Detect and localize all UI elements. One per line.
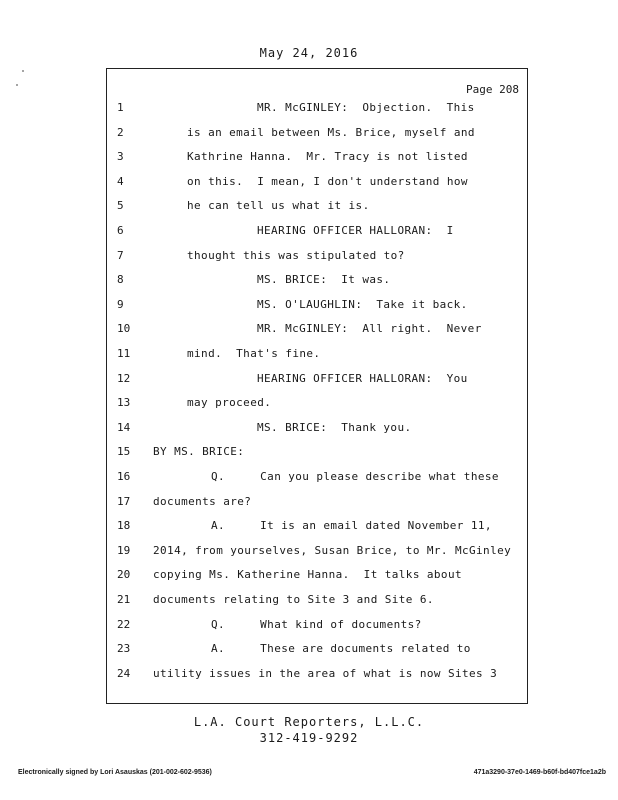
line-number: 7 — [117, 248, 124, 262]
line-text: mind. That's fine. — [187, 347, 321, 360]
line-text: thought this was stipulated to? — [187, 248, 405, 262]
transcript-lines — [107, 69, 527, 703]
line-text: 2014, from yourselves, Susan Brice, to Mr. McGinley — [153, 543, 512, 557]
line-text: is an email between Ms. Brice, myself and — [187, 125, 475, 139]
transcript-line — [107, 123, 527, 143]
line-number: 10 — [117, 322, 131, 336]
line-text: Kathrine Hanna. Mr. Tracy is not listed — [187, 150, 468, 164]
transcript-line — [107, 221, 527, 241]
line-number: 13 — [117, 396, 131, 410]
line-number: 14 — [117, 420, 131, 434]
transcript-line — [107, 565, 527, 585]
transcript-line — [107, 98, 527, 118]
transcript-line — [107, 369, 527, 389]
transcript-line — [107, 147, 527, 167]
line-number: 8 — [117, 273, 124, 287]
line-number: 18 — [117, 519, 131, 533]
transcript-line — [107, 393, 527, 413]
transcript-line — [107, 319, 527, 339]
line-number: 6 — [117, 224, 124, 237]
transcript-line — [107, 664, 527, 684]
transcript-line — [107, 467, 527, 487]
e-signature-note: Electronically signed by Lori Asauskas (201-002-602-9536) — [18, 769, 212, 776]
line-text: A. These are documents related to — [211, 642, 471, 656]
transcript-line — [107, 246, 527, 266]
line-text: copying Ms. Katherine Hanna. It talks about — [153, 568, 462, 582]
line-text: Q. What kind of documents? — [211, 617, 422, 631]
line-text: documents relating to Site 3 and Site 6. — [153, 593, 434, 606]
scan-speck — [16, 84, 18, 86]
line-number: 22 — [117, 617, 131, 631]
transcript-line — [107, 639, 527, 659]
line-text: HEARING OFFICER HALLORAN: I — [257, 224, 454, 237]
line-text: may proceed. — [187, 396, 272, 410]
line-number: 2 — [117, 125, 124, 139]
line-number: 9 — [117, 297, 124, 311]
scan-speck — [22, 70, 24, 72]
line-text: MS. BRICE: It was. — [257, 273, 391, 287]
transcript-line — [107, 196, 527, 216]
line-number: 24 — [117, 666, 131, 680]
transcript-line — [107, 492, 527, 512]
line-text: MS. O'LAUGHLIN: Take it back. — [257, 297, 468, 311]
line-number: 1 — [117, 101, 124, 114]
line-number: 15 — [117, 445, 131, 459]
line-text: Q. Can you please describe what these — [211, 470, 499, 483]
header-date: May 24, 2016 — [259, 46, 359, 60]
line-number: 17 — [117, 494, 131, 508]
line-number: 21 — [117, 593, 131, 606]
line-text: he can tell us what it is. — [187, 199, 370, 213]
transcript-line — [107, 270, 527, 290]
transcript-page-frame — [106, 68, 528, 704]
line-number: 12 — [117, 371, 131, 385]
transcript-line — [107, 516, 527, 536]
transcript-line — [107, 172, 527, 192]
line-number: 19 — [117, 543, 131, 557]
page-number: Page 208 — [466, 83, 519, 96]
transcript-line — [107, 590, 527, 610]
line-number: 4 — [117, 174, 124, 188]
line-text: HEARING OFFICER HALLORAN: You — [257, 371, 468, 385]
line-text: MS. BRICE: Thank you. — [257, 420, 412, 434]
footer-phone: 312-419-9292 — [259, 731, 359, 745]
transcript-line — [107, 344, 527, 364]
line-text: utility issues in the area of what is now Sites 3 — [153, 666, 498, 680]
transcript-line — [107, 442, 527, 462]
line-text: MR. McGINLEY: All right. Never — [257, 322, 482, 336]
line-text: on this. I mean, I don't understand how — [187, 174, 468, 188]
line-text: A. It is an email dated November 11, — [211, 519, 492, 533]
line-text: documents are? — [153, 494, 252, 508]
line-text: BY MS. BRICE: — [153, 445, 245, 459]
line-number: 11 — [117, 347, 131, 360]
document-hash: 471a3290-37e0-1469-b60f-bd407fce1a2b — [473, 769, 606, 776]
line-text: MR. McGINLEY: Objection. This — [257, 101, 475, 114]
transcript-line — [107, 615, 527, 635]
transcript-line — [107, 541, 527, 561]
line-number: 3 — [117, 150, 124, 164]
transcript-line — [107, 295, 527, 315]
footer-company: L.A. Court Reporters, L.L.C. — [193, 715, 425, 729]
line-number: 23 — [117, 642, 131, 656]
line-number: 5 — [117, 199, 124, 213]
transcript-line — [107, 418, 527, 438]
line-number: 16 — [117, 470, 131, 483]
line-number: 20 — [117, 568, 131, 582]
